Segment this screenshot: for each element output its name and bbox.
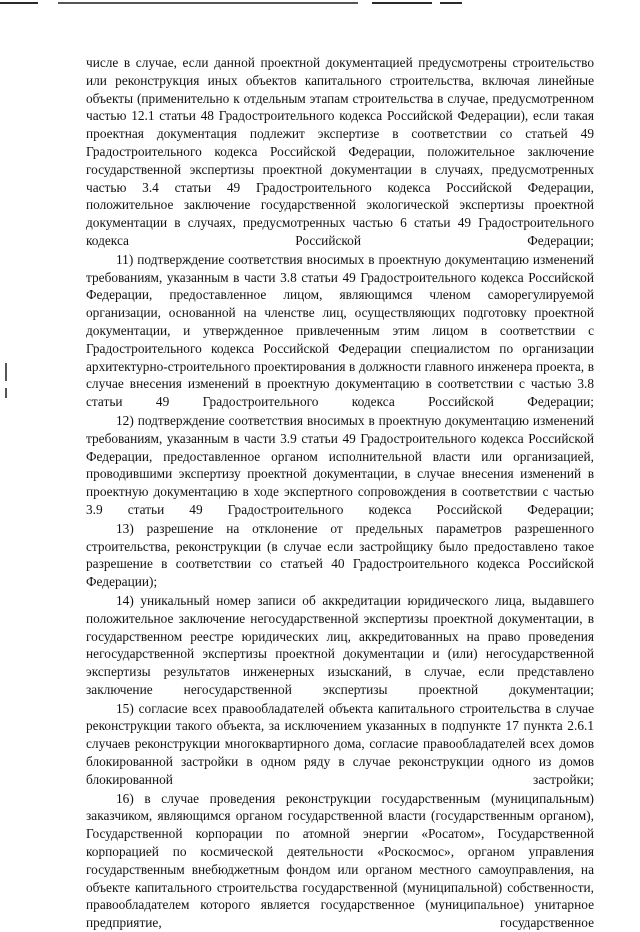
paragraph-continuation: числе в случае, если данной проектной документацией предусмотрены строительство или реконструкция иных объектов капитального строительства, включая линейные объекты (применительно к отдельным этапам строительства в случае, предусмотренном частью 12.1 статьи 48 Градостроительного кодекса Российской Федерации), если такая проектная документация подлежит экспертизе в соответствии со статьей 49 Градостроительного кодекса Российской Федерации, положительное заключение государственной экспертизы проектной документации в случаях, предусмотренных частью 3.4 статьи 49 Градостроительного кодекса Российской Федерации, положительное заключение государственной экологической экспертизы проектной документации в случаях, предусмотренных частью 6 статьи 49 Градостроительного кодекса Российской Федерации; [86,55,594,248]
paragraph-item-16: 16) в случае проведения реконструкции государственным (муниципальным) заказчиком, являющимся органом государственной власти (государственным органом), Государственной корпорации по атомной энергии «Росатом», Государственной корпорацией по космической деятельности «Роскосмос», органом управления государственным внебюджетным фондом или органом местного самоуправления, на объекте капитального строительства государственной (муниципальной) собственности, правообладателем которого является государственное (муниципальное) унитарное предприятие, государственное [86,790,594,931]
paragraph-item-12: 12) подтверждение соответствия вносимых в проектную документацию изменений требованиям, указанным в части 3.9 статьи 49 Градостроительного кодекса Российской Федерации, предоставленное органом исполнительной власти или организацией, проводившими экспертизу проектной документации, в случае внесения изменений в проектную документацию в ходе экспертного сопровождения в соответствии с частью 3.9 статьи 49 Градостроительного кодекса Российской Федерации; [86,412,594,517]
paragraph-item-15: 15) согласие всех правообладателей объекта капитального строительства в случае реконструкции такого объекта, за исключением указанных в подпункте 17 пункта 2.6.1 случаев реконструкции многоквартирного дома, согласие правообладателей всех домов блокированной застройки в одном ряду в случае реконструкции одного из домов блокированной застройки; [86,700,594,787]
scan-margin-mark [5,388,7,398]
scan-margin-mark [5,363,7,381]
paragraph-item-13: 13) разрешение на отклонение от предельных параметров разрешенного строительства, реконструкции (в случае если застройщику было предоставлено такое разрешение в соответствии со статьей 40 Градостроительного кодекса Российской Федерации); [86,520,594,590]
paragraph-item-14: 14) уникальный номер записи об аккредитации юридического лица, выдавшего положительное заключение негосударственной экспертизы проектной документации, в государственном реестре юридических лиц, аккредитованных на право проведения негосударственной экспертизы проектной документации и (или) негосударственной экспертизы результатов инженерных изысканий, в случае, если представлено заключение негосударственной экспертизы проектной документации; [86,592,594,697]
scan-top-edge [0,0,640,7]
document-body [86,54,594,932]
paragraph-item-11: 11) подтверждение соответствия вносимых в проектную документацию изменений требованиям, указанным в части 3.8 статьи 49 Градостроительного кодекса Российской Федерации, предоставленное лицом, являющимся членом саморегулируемой организации, основанной на членстве лиц, осуществляющих подготовку проектной документации, и утвержденное привлеченным этим лицом в соответствии с Градостроительного кодекса Российской Федерации специалистом по организации архитектурно-строительного проектирования в должности главного инженера проекта, в случае внесения изменений в проектную документацию в соответствии с частью 3.8 статьи 49 Градостроительного кодекса Российской Федерации; [86,251,594,410]
